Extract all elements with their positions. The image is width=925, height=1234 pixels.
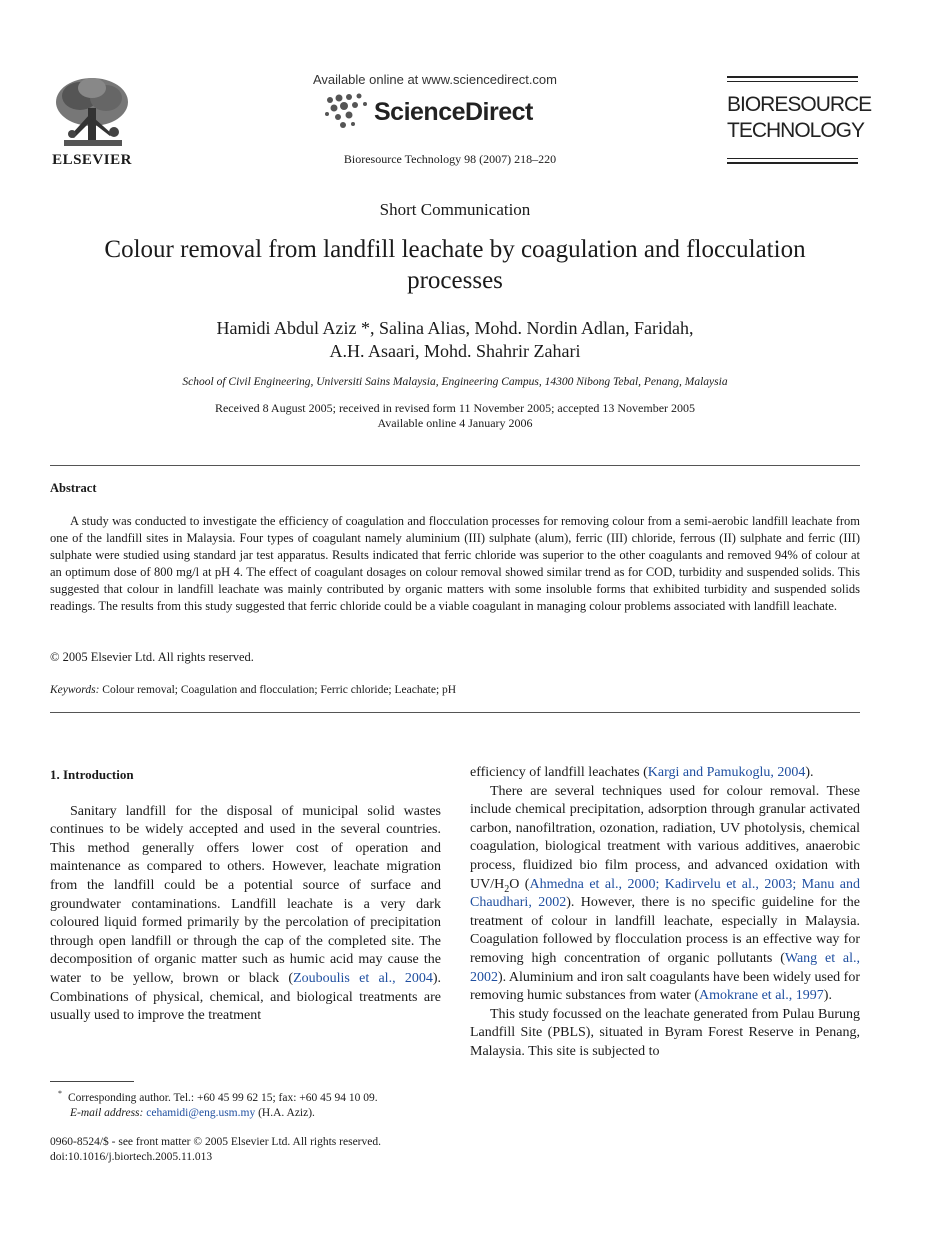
abstract-heading: Abstract — [50, 481, 97, 495]
journal-brand-rule — [727, 158, 858, 159]
email-label: E-mail address: — [70, 1106, 144, 1119]
text-run: Sanitary landfill for the disposal of municipal solid wastes continues to be widely accepted and used in the several countries. This method generally offers lower cost of operation and maintenance as compared to others. However, leachate migration from the landfill could be a potential source of surface and groundwater contaminations. Landfill leachate is a very dark coloured liquid formed primarily by the percolation of precipitation through open landfill or through the cap of the completed site. The decomposition of organic matter such as humic acid may cause the water to be yellow, brown or black ( — [50, 803, 441, 986]
online-date: Available online 4 January 2006 — [377, 416, 533, 430]
article-type: Short Communication — [379, 200, 531, 219]
article-title: Colour removal from landfill leachate by coagulation and flocculation processes — [104, 236, 806, 294]
issn-line: 0960-8524/$ - see front matter © 2005 Elsevier Ltd. All rights reserved. — [50, 1136, 381, 1148]
paragraph — [470, 764, 860, 783]
divider — [50, 465, 860, 466]
sciencedirect-available-link[interactable]: Available online at www.sciencedirect.com — [313, 72, 557, 87]
paragraph: This study focussed on the leachate generated from Pulau Burung Landfill Site (PBLS), situated in Byram Forest Reserve in Penang, Malaysia. This site is subjected to — [470, 1006, 860, 1059]
sciencedirect-wordmark: ScienceDirect — [374, 98, 533, 126]
text-run: efficiency of landfill leachates ( — [470, 765, 648, 780]
body-column-left — [50, 764, 441, 1026]
citation-link[interactable]: Amokrane et al., 1997 — [699, 988, 824, 1004]
email-link[interactable]: cehamidi@eng.usm.my — [146, 1106, 256, 1119]
text-run: ). Combinations of physical, chemical, and biological treatments are usually used to improve the treatment — [50, 970, 441, 1024]
body-column-right — [470, 764, 860, 1062]
citation-link[interactable]: Zouboulis et al., 2004 — [293, 970, 433, 986]
keywords-label: Keywords: — [50, 684, 100, 696]
paragraph — [470, 783, 860, 1006]
abstract-copyright: © 2005 Elsevier Ltd. All rights reserved. — [50, 650, 254, 664]
text-run: There are several techniques used for colour removal. These include chemical precipitation, adsorption through granular activated carbon, nanofiltration, ozonation, radiation, UV photolysis, chemical coagulation, biological treatment with various additives, anaerobic process, fluidized bio film process, and advanced oxidation with UV/H — [470, 783, 860, 892]
citation-link[interactable]: Ahmedna et al., 2000; Kadirvelu et al., 2003; Manu and Chaudhari, 2002 — [470, 876, 860, 911]
section-heading: 1. Introduction — [50, 767, 134, 782]
journal-citation: Bioresource Technology 98 (2007) 218–220 — [343, 152, 557, 166]
author-line: A.H. Asaari, Mohd. Shahrir Zahari — [329, 341, 581, 361]
journal-brand-line: TECHNOLOGY — [727, 119, 865, 142]
citation-link[interactable]: Kargi and Pamukoglu, 2004 — [647, 765, 806, 780]
keywords — [50, 684, 860, 696]
email-suffix: (H.A. Aziz). — [258, 1106, 315, 1119]
text-run: ). — [805, 765, 814, 780]
text-run: ). Aluminium and iron salt coagulants have been widely used for removing humic substances from water ( — [470, 969, 860, 1004]
text-run: O ( — [509, 876, 530, 892]
journal-brand-rule — [727, 76, 858, 78]
footnote-line — [50, 1106, 450, 1121]
sciencedirect-dots-icon — [322, 92, 372, 130]
footnote — [50, 1086, 450, 1121]
divider — [50, 712, 860, 713]
received-dates: Received 8 August 2005; received in revised form 11 November 2005; accepted 13 November 2005 — [214, 401, 696, 415]
text-run: ). — [823, 988, 832, 1004]
text-run: ). However, there is no specific guideline for the treatment of colour in landfill leachate, especially in Malaysia. Coagulation followed by flocculation process is an effective way for removing high concentration of organic pollutants ( — [470, 895, 860, 966]
keywords-list: Colour removal; Coagulation and flocculation; Ferric chloride; Leachate; pH — [102, 684, 457, 696]
subscript: 2 — [504, 883, 510, 895]
footnote-text: Corresponding author. Tel.: +60 45 99 62 15; fax: +60 45 94 10 09. — [68, 1091, 378, 1104]
journal-brand — [727, 92, 872, 144]
affiliation: School of Civil Engineering, Universiti Sains Malaysia, Engineering Campus, 14300 Nibong Tebal, Penang, Malaysia — [182, 376, 728, 388]
author-line: Hamidi Abdul Aziz *, Salina Alias, Mohd. Nordin Adlan, Faridah, — [216, 318, 694, 338]
elsevier-wordmark: ELSEVIER — [52, 152, 132, 168]
paragraph — [50, 803, 441, 1026]
article-dates — [100, 401, 810, 431]
journal-brand-line: BIORESOURCE — [727, 93, 872, 116]
citation-link[interactable]: Wang et al., 2002 — [470, 950, 860, 985]
abstract-body: A study was conducted to investigate the efficiency of coagulation and flocculation processes for removing colour from a semi-aerobic landfill leachate from one of the landfill sites in Malaysia. Four types of coagulant namely aluminium (III) sulphate (alum), ferric (III) chloride, ferrous (II) sulphate and ferric (III) sulphate were studied using standard jar test apparatus. Results indicated that ferric chloride was superior to the other coagulants and removed 94% of colour at an optimum dose of 800 mg/l at pH 4. The effect of coagulant dosages on colour removal showed similar trend as for COD, turbidity and suspended solids. This suggested that colour in landfill leachate was mainly contributed by organic matters with some insoluble forms that exhibited turbidity and suspended solids readings. The results from this study suggested that ferric chloride could be a viable coagulant in managing colour problems associated with landfill leachate. — [50, 514, 860, 613]
journal-brand-rule — [727, 81, 858, 82]
doi-line: doi:10.1016/j.biortech.2005.11.013 — [50, 1151, 213, 1163]
footnote-rule — [50, 1081, 134, 1082]
footnote-line — [50, 1086, 450, 1106]
journal-brand-rule — [727, 162, 858, 164]
front-matter — [50, 1135, 470, 1165]
footnote-mark: * — [58, 1089, 62, 1098]
author-list — [100, 317, 810, 363]
